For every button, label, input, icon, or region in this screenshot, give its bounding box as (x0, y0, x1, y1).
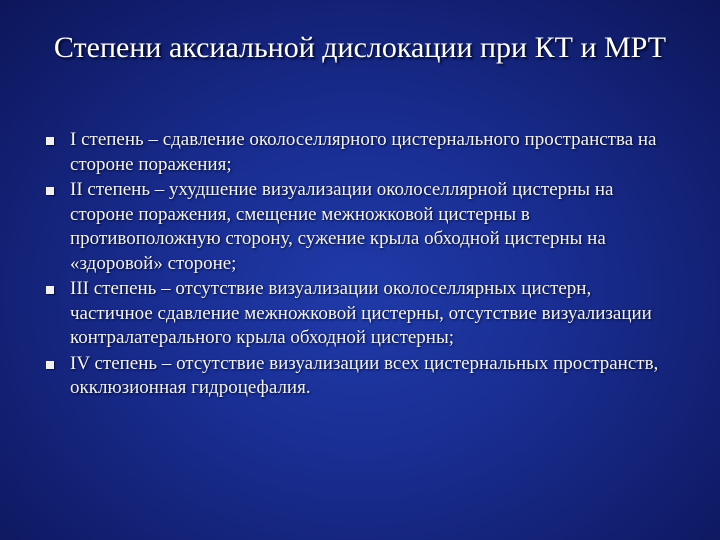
degree-label: III степень (70, 278, 157, 299)
dash-separator: – (150, 179, 170, 200)
square-bullet-icon (46, 361, 54, 369)
bullet-list (44, 128, 674, 402)
degree-description: отсутствие визуализации околоселлярных цистерн, частичное сдавление межножковой цистерны, отсутствие визуализации контралатерального крыла обходной цистерны; (70, 278, 652, 348)
square-bullet-icon (46, 187, 54, 195)
degree-label: IV степень (70, 352, 158, 374)
list-item (44, 128, 674, 177)
list-item (44, 178, 674, 276)
degree-label: II степень (70, 179, 151, 200)
list-item (44, 277, 674, 351)
square-bullet-icon (46, 286, 54, 294)
list-item (44, 352, 674, 401)
degree-label: I степень (70, 129, 144, 150)
dash-separator: – (156, 278, 176, 299)
square-bullet-icon (46, 137, 54, 145)
dash-separator: – (157, 352, 177, 374)
degree-description: ухудшение визуализации околоселлярной цистерны на стороне поражения, смещение межножковой цистерны в противоположную сторону, сужение крыла обходной цистерны на «здоровой» стороне; (70, 179, 614, 274)
dash-separator: – (143, 129, 163, 150)
slide-title: Степени аксиальной дислокации при КТ и МРТ (53, 31, 667, 64)
degree-description: сдавление околоселлярного цистернального пространства на стороне поражения; (70, 129, 657, 175)
degree-description: отсутствие визуализации всех цистернальных пространств, окклюзионная гидроцефалия. (70, 352, 659, 398)
